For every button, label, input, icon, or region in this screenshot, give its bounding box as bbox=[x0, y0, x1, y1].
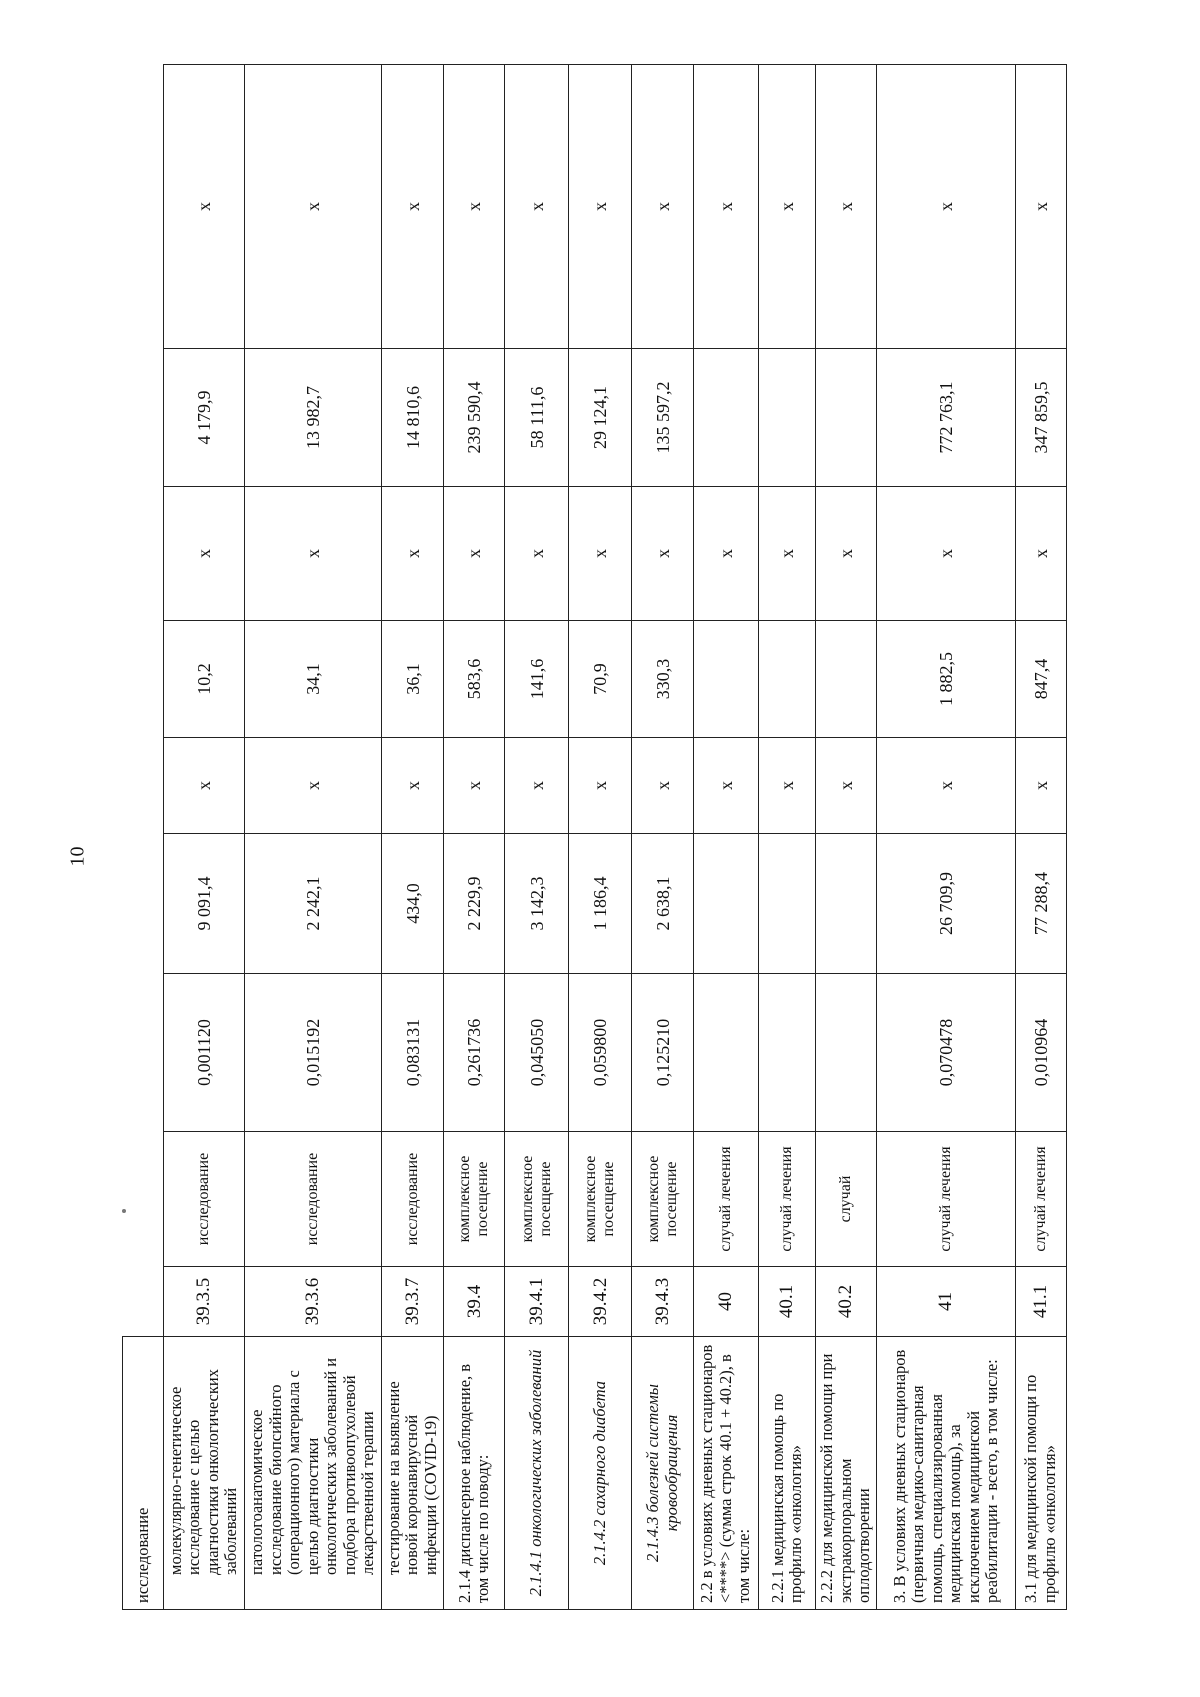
value-cell: х bbox=[693, 738, 759, 834]
value-cell: 70,9 bbox=[568, 621, 631, 738]
value-cell: х bbox=[568, 487, 631, 621]
unit-cell: исследование bbox=[244, 1132, 381, 1267]
value-cell: х bbox=[163, 487, 244, 621]
volume-norm-cell bbox=[815, 974, 877, 1132]
table-row bbox=[759, 64, 815, 1609]
value-cell: х bbox=[568, 738, 631, 834]
cost-norm-cell: 1 186,4 bbox=[568, 834, 631, 974]
value-cell: х bbox=[163, 64, 244, 348]
table-row bbox=[444, 64, 505, 1609]
value-cell: 239 590,4 bbox=[444, 349, 505, 487]
volume-norm-cell bbox=[759, 974, 815, 1132]
row-code-cell: 39.3.6 bbox=[244, 1267, 381, 1337]
value-cell bbox=[815, 621, 877, 738]
row-name-cell: 2.1.4.2 сахарного диабета bbox=[568, 1337, 631, 1610]
value-cell: х bbox=[693, 64, 759, 348]
table-row bbox=[568, 64, 631, 1609]
value-cell: 4 179,9 bbox=[163, 349, 244, 487]
row-name-cell: 2.1.4.3 болезней системы кровообращения bbox=[632, 1337, 693, 1610]
value-cell: х bbox=[877, 64, 1015, 348]
row-name-cell: 2.2.2 для медицинской помощи при экстракорпоральном оплодотворении bbox=[815, 1337, 877, 1610]
volume-norm-cell bbox=[693, 974, 759, 1132]
unit-cell: случай лечения bbox=[1015, 1132, 1066, 1267]
table-row bbox=[632, 64, 693, 1609]
row-name-cell: 2.1.4 диспансерное наблюдение, в том числе по поводу: bbox=[444, 1337, 505, 1610]
value-cell: х bbox=[505, 64, 568, 348]
row-code-cell: 39.4.3 bbox=[632, 1267, 693, 1337]
cost-table bbox=[122, 64, 1067, 1610]
value-cell: 347 859,5 bbox=[1015, 349, 1066, 487]
value-cell bbox=[759, 621, 815, 738]
value-cell: х bbox=[815, 487, 877, 621]
unit-cell: комплексное посещение bbox=[505, 1132, 568, 1267]
row-code-cell: 41 bbox=[877, 1267, 1015, 1337]
table-row bbox=[693, 64, 759, 1609]
volume-norm-cell: 0,001120 bbox=[163, 974, 244, 1132]
value-cell: 34,1 bbox=[244, 621, 381, 738]
value-cell: х bbox=[759, 738, 815, 834]
row-code-cell: 39.3.5 bbox=[163, 1267, 244, 1337]
unit-cell: случай лечения bbox=[693, 1132, 759, 1267]
cost-norm-cell: 2 638,1 bbox=[632, 834, 693, 974]
table-row bbox=[382, 64, 444, 1609]
volume-norm-cell: 0,125210 bbox=[632, 974, 693, 1132]
value-cell: 847,4 bbox=[1015, 621, 1066, 738]
row-name-cell: молекулярно-генетическое исследование с целью диагностики онкологических заболеваний bbox=[163, 1337, 244, 1610]
value-cell bbox=[693, 621, 759, 738]
volume-norm-cell: 0,015192 bbox=[244, 974, 381, 1132]
row-code-cell: 40.1 bbox=[759, 1267, 815, 1337]
value-cell bbox=[815, 349, 877, 487]
unit-cell: комплексное посещение bbox=[632, 1132, 693, 1267]
value-cell: х bbox=[444, 738, 505, 834]
value-cell: х bbox=[505, 738, 568, 834]
value-cell: 29 124,1 bbox=[568, 349, 631, 487]
unit-cell: комплексное посещение bbox=[444, 1132, 505, 1267]
value-cell: х bbox=[693, 487, 759, 621]
value-cell: 14 810,6 bbox=[382, 349, 444, 487]
value-cell: 141,6 bbox=[505, 621, 568, 738]
table-row bbox=[1015, 64, 1066, 1609]
cost-norm-cell: 77 288,4 bbox=[1015, 834, 1066, 974]
unit-cell: исследование bbox=[382, 1132, 444, 1267]
value-cell: 330,3 bbox=[632, 621, 693, 738]
table-row bbox=[505, 64, 568, 1609]
value-cell: х bbox=[1015, 64, 1066, 348]
table-row bbox=[244, 64, 381, 1609]
row-code-cell: 39.4.1 bbox=[505, 1267, 568, 1337]
value-cell: х bbox=[444, 487, 505, 621]
table-row bbox=[123, 64, 164, 1609]
page-number: 10 bbox=[66, 846, 89, 867]
value-cell: 583,6 bbox=[444, 621, 505, 738]
value-cell: х bbox=[815, 738, 877, 834]
value-cell: 13 982,7 bbox=[244, 349, 381, 487]
row-name-cell: патологоанатомическое исследование биопсийного (операционного) материала с целью диагностики онкологических заболеваний и подбора противоопухолевой лекарственной терапии bbox=[244, 1337, 381, 1610]
value-cell: х bbox=[244, 738, 381, 834]
row-name-cell: 3. В условиях дневных стационаров (первичная медико-санитарная помощь, специализированная медицинская помощь), за исключением медицинской реабилитации - всего, в том числе: bbox=[877, 1337, 1015, 1610]
value-cell: х bbox=[632, 487, 693, 621]
value-cell: х bbox=[815, 64, 877, 348]
value-cell bbox=[759, 349, 815, 487]
row-name-cell: тестирование на выявление новой коронавирусной инфекции (COVID-19) bbox=[382, 1337, 444, 1610]
volume-norm-cell: 0,083131 bbox=[382, 974, 444, 1132]
volume-norm-cell: 0,045050 bbox=[505, 974, 568, 1132]
volume-norm-cell: 0,059800 bbox=[568, 974, 631, 1132]
value-cell: х bbox=[632, 738, 693, 834]
value-cell: х bbox=[244, 64, 381, 348]
cost-norm-cell bbox=[815, 834, 877, 974]
cost-norm-cell: 26 709,9 bbox=[877, 834, 1015, 974]
value-cell: х bbox=[382, 64, 444, 348]
row-code-cell: 41.1 bbox=[1015, 1267, 1066, 1337]
value-cell: х bbox=[877, 487, 1015, 621]
unit-cell: случай лечения bbox=[759, 1132, 815, 1267]
unit-cell: исследование bbox=[163, 1132, 244, 1267]
cost-norm-cell bbox=[759, 834, 815, 974]
row-name-cell: 3.1 для медицинской помощи по профилю «онкология» bbox=[1015, 1337, 1066, 1610]
value-cell bbox=[693, 349, 759, 487]
cost-norm-cell: 2 229,9 bbox=[444, 834, 505, 974]
row-code-cell: 40 bbox=[693, 1267, 759, 1337]
rotated-table-container bbox=[122, 65, 1067, 1610]
row-name-cell: 2.2 в условиях дневных стационаров <****> (сумма строк 40.1 + 40.2), в том числе: bbox=[693, 1337, 759, 1610]
blank-cell bbox=[123, 64, 164, 1336]
unit-cell: комплексное посещение bbox=[568, 1132, 631, 1267]
value-cell: 10,2 bbox=[163, 621, 244, 738]
cost-norm-cell: 2 242,1 bbox=[244, 834, 381, 974]
value-cell: х bbox=[1015, 487, 1066, 621]
volume-norm-cell: 0,261736 bbox=[444, 974, 505, 1132]
cost-norm-cell bbox=[693, 834, 759, 974]
table-row bbox=[815, 64, 877, 1609]
volume-norm-cell: 0,010964 bbox=[1015, 974, 1066, 1132]
value-cell: х bbox=[632, 64, 693, 348]
value-cell: х bbox=[244, 487, 381, 621]
value-cell: х bbox=[505, 487, 568, 621]
value-cell: 36,1 bbox=[382, 621, 444, 738]
row-name-cell: 2.1.4.1 онкологических заболеваний bbox=[505, 1337, 568, 1610]
cost-norm-cell: 434,0 bbox=[382, 834, 444, 974]
value-cell: 58 111,6 bbox=[505, 349, 568, 487]
value-cell: х bbox=[382, 738, 444, 834]
row-name-cell: исследование bbox=[123, 1337, 164, 1610]
table-row bbox=[877, 64, 1015, 1609]
unit-cell: случай лечения bbox=[877, 1132, 1015, 1267]
row-code-cell: 39.4.2 bbox=[568, 1267, 631, 1337]
cost-norm-cell: 9 091,4 bbox=[163, 834, 244, 974]
row-code-cell: 39.4 bbox=[444, 1267, 505, 1337]
value-cell: 135 597,2 bbox=[632, 349, 693, 487]
value-cell: х bbox=[759, 64, 815, 348]
value-cell: х bbox=[1015, 738, 1066, 834]
value-cell: 772 763,1 bbox=[877, 349, 1015, 487]
table-row bbox=[163, 64, 244, 1609]
volume-norm-cell: 0,070478 bbox=[877, 974, 1015, 1132]
value-cell: 1 882,5 bbox=[877, 621, 1015, 738]
cost-norm-cell: 3 142,3 bbox=[505, 834, 568, 974]
value-cell: х bbox=[877, 738, 1015, 834]
row-code-cell: 40.2 bbox=[815, 1267, 877, 1337]
row-code-cell: 39.3.7 bbox=[382, 1267, 444, 1337]
unit-cell: случай bbox=[815, 1132, 877, 1267]
value-cell: х bbox=[444, 64, 505, 348]
value-cell: х bbox=[759, 487, 815, 621]
value-cell: х bbox=[382, 487, 444, 621]
value-cell: х bbox=[568, 64, 631, 348]
value-cell: х bbox=[163, 738, 244, 834]
row-name-cell: 2.2.1 медицинская помощь по профилю «онкология» bbox=[759, 1337, 815, 1610]
